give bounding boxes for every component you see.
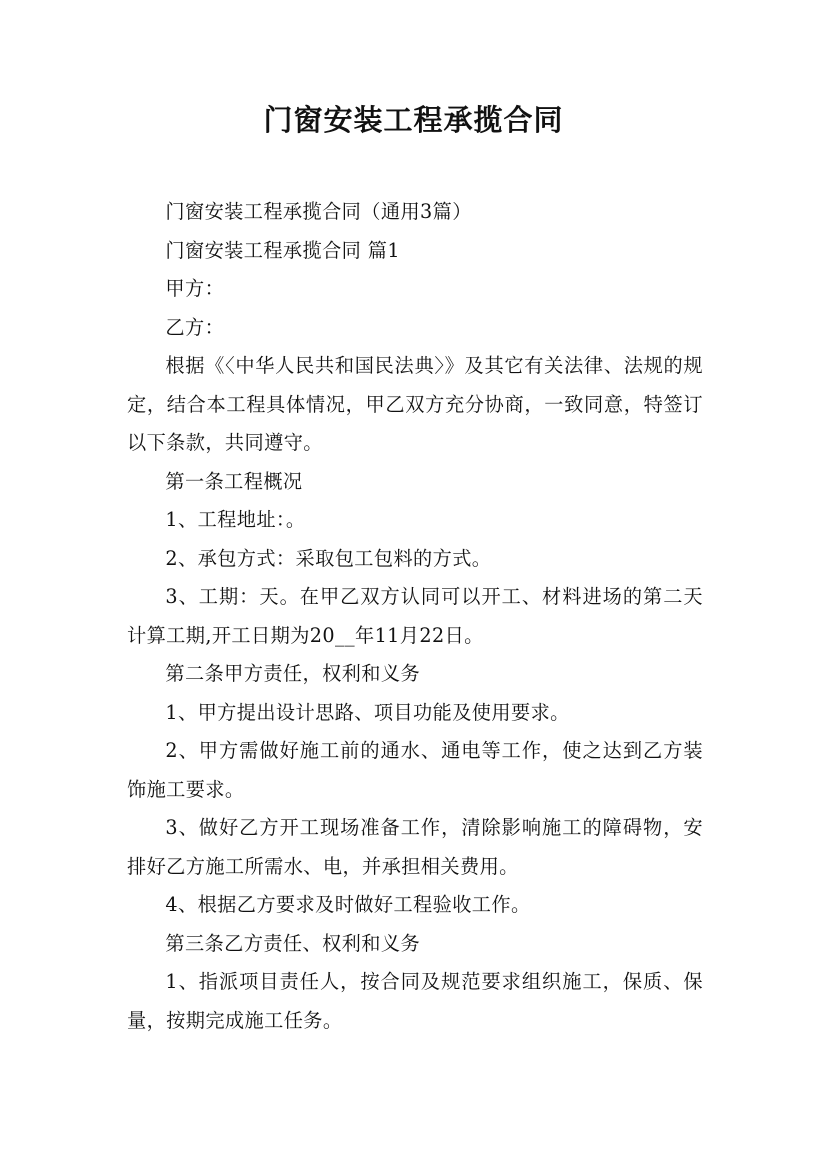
document-body [127, 193, 703, 1040]
paragraph: 门窗安装工程承揽合同 篇1 [165, 238, 400, 262]
paragraph: 第一条工程概况 [165, 469, 303, 493]
paragraph: 门窗安装工程承揽合同（通用3篇） [165, 200, 472, 223]
paragraph: 乙方： [165, 315, 225, 339]
paragraph: 2、承包方式：采取包工包料的方式。 [165, 546, 492, 570]
paragraph: 2、甲方需做好施工前的通水、通电等工作，使之达到乙方装饰施工要求。 [127, 739, 703, 801]
paragraph: 第二条甲方责任，权利和义务 [165, 662, 421, 685]
paragraph: 4、根据乙方要求及时做好工程验收工作。 [165, 893, 531, 916]
paragraph: 3、工期：天。在甲乙双方认同可以开工、材料进场的第二天计算工期,开工日期为20__年11月22日。 [127, 585, 703, 647]
paragraph: 3、做好乙方开工现场准备工作，清除影响施工的障碍物，安排好乙方施工所需水、电，并承担相关费用。 [127, 816, 703, 878]
paragraph: 甲方： [165, 277, 225, 300]
paragraph: 根据《〈中华人民共和国民法典〉》及其它有关法律、法规的规定，结合本工程具体情况，甲乙双方充分协商，一致同意，特签订以下条款，共同遵守。 [127, 354, 703, 454]
paragraph: 1、甲方提出设计思路、项目功能及使用要求。 [165, 700, 570, 724]
paragraph: 1、指派项目责任人，按合同及规范要求组织施工，保质、保量，按期完成施工任务。 [127, 970, 703, 1032]
paragraph: 第三条乙方责任、权利和义务 [165, 931, 421, 955]
document-title: 门窗安装工程承揽合同 [263, 103, 564, 137]
paragraph: 1、工程地址：。 [165, 508, 306, 531]
